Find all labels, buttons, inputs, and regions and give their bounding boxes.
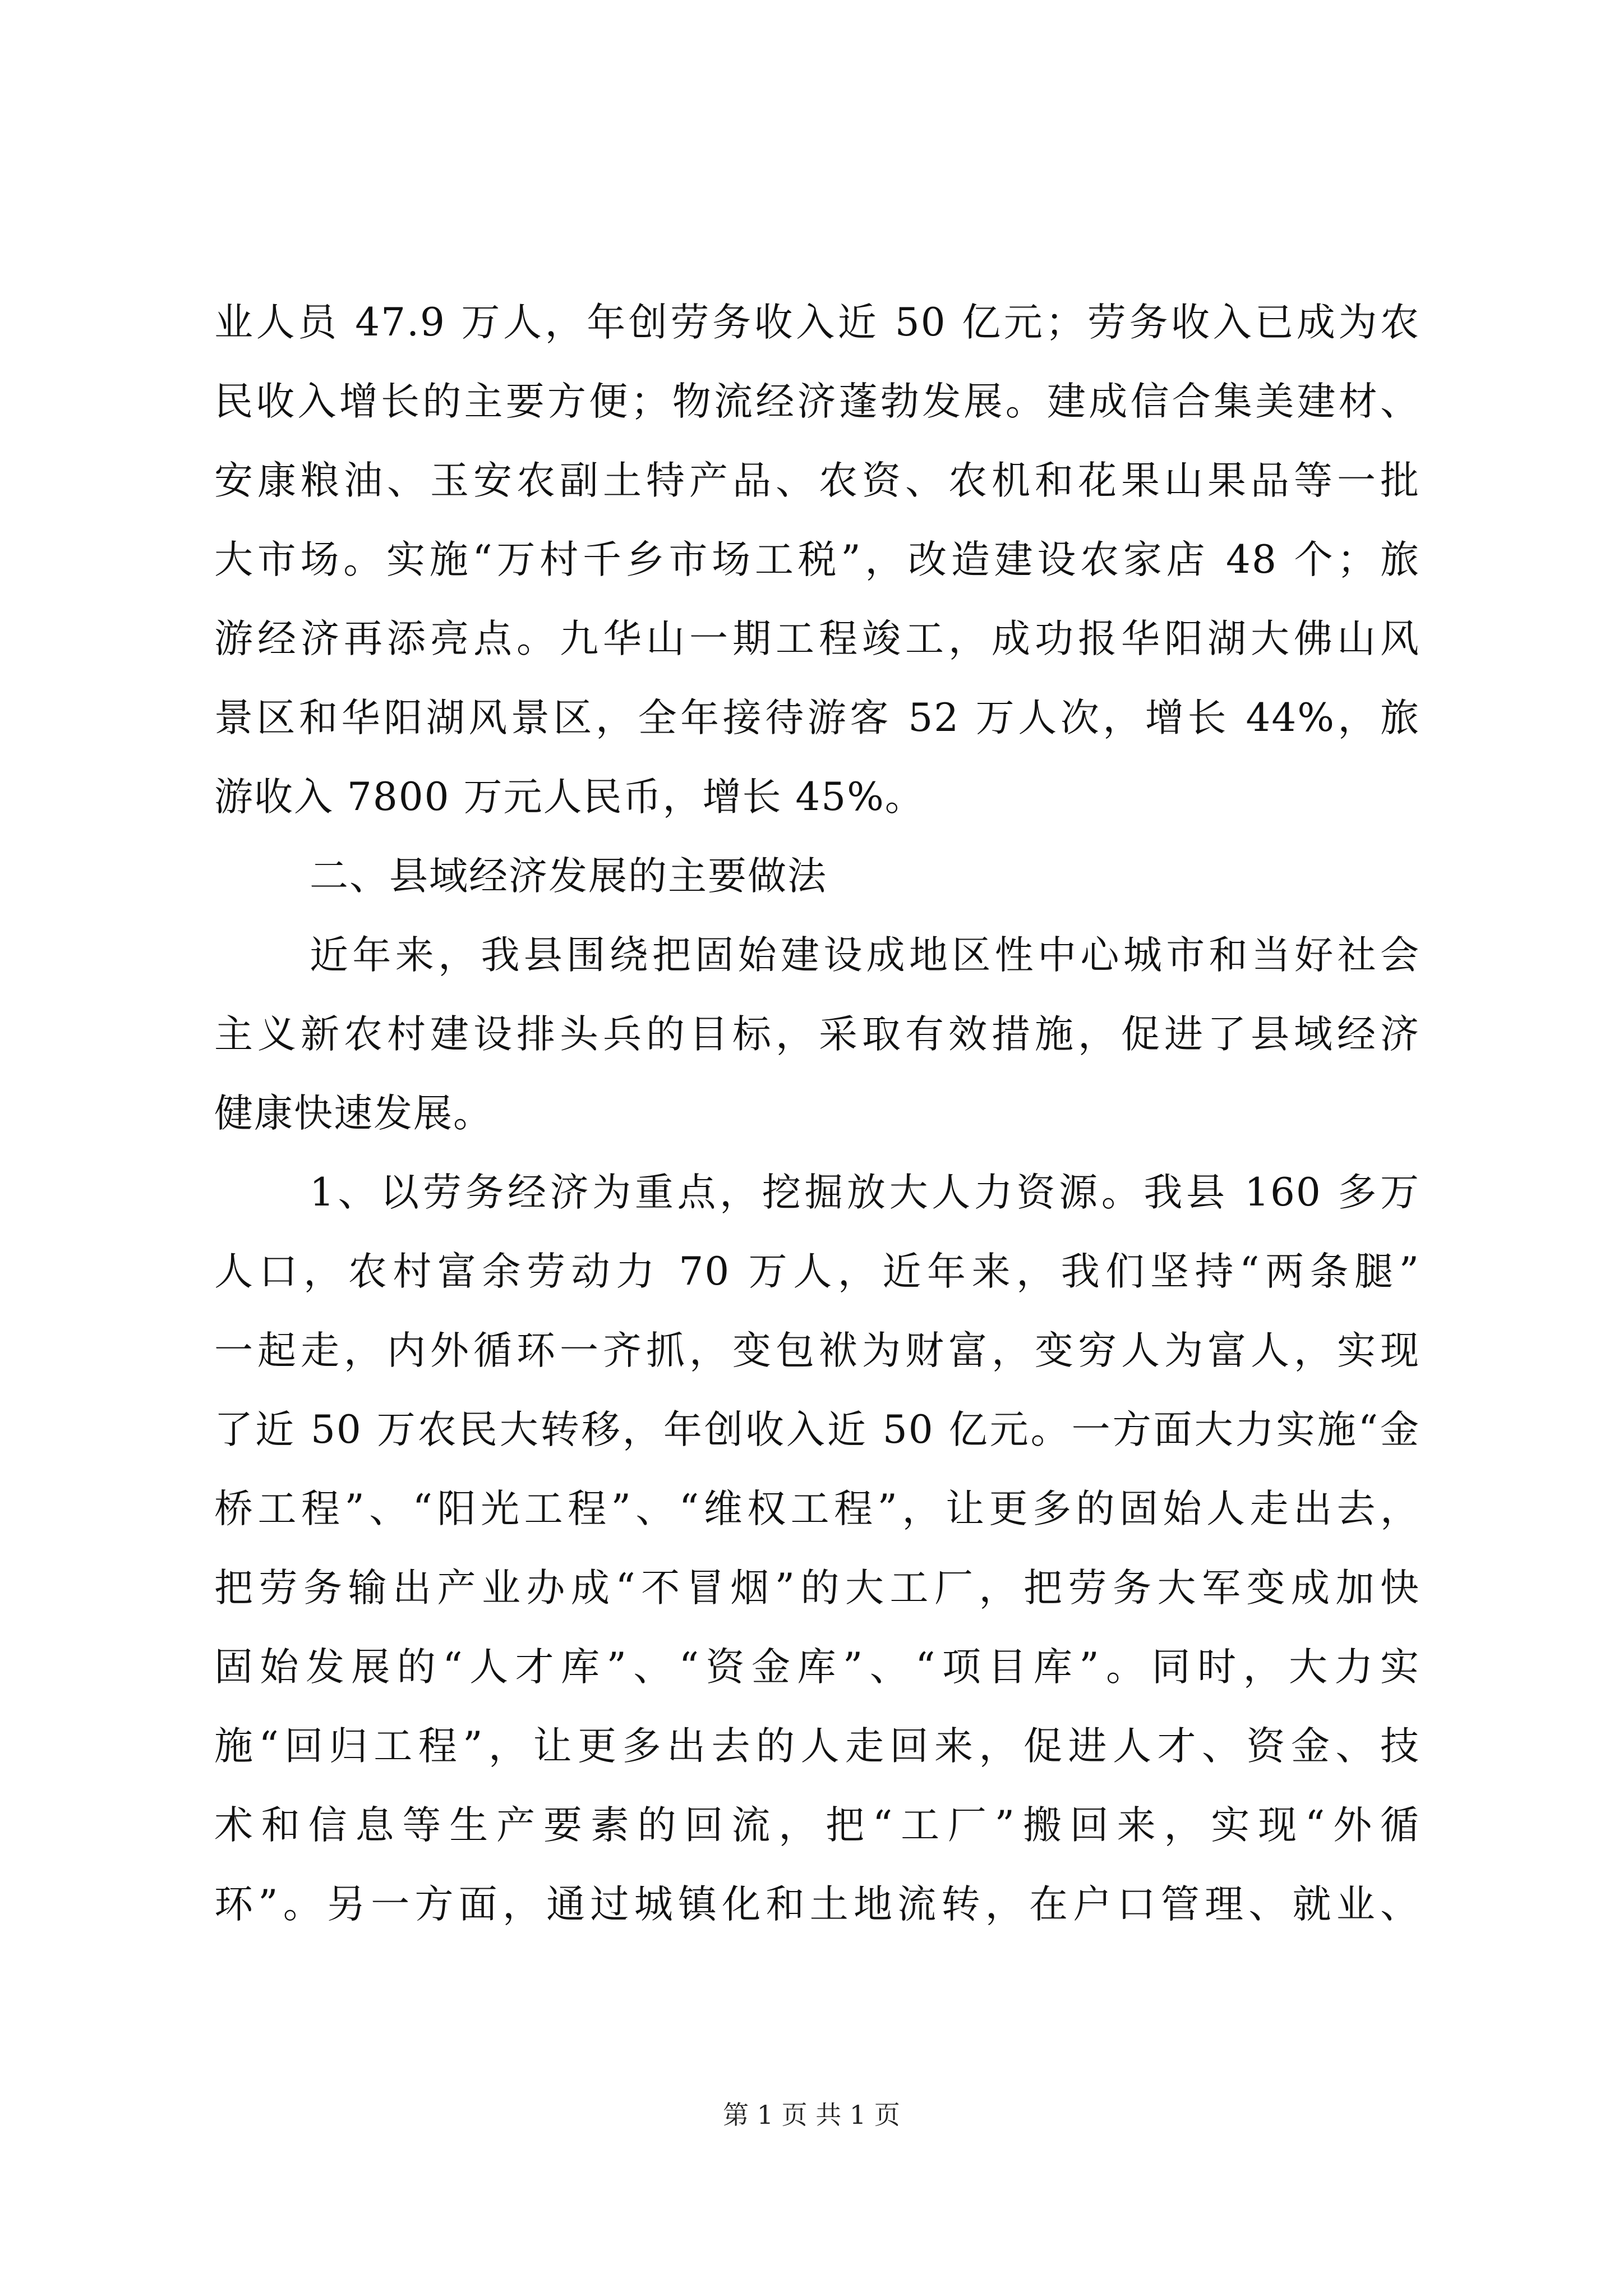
text-line: 桥工程”、“阳光工程”、“维权工程”，让更多的固始人走出去， (214, 1487, 1420, 1531)
text-line: 一起走，内外循环一齐抓，变包袱为财富，变穷人为富人，实现 (214, 1328, 1420, 1373)
text-line: 业人员 47.9 万人，年创劳务收入近 50 亿元；劳务收入已成为农 (214, 300, 1420, 345)
section-heading: 二、县域经济发展的主要做法 (310, 854, 827, 899)
text-line: 术和信息等生产要素的回流，把“工厂”搬回来，实现“外循 (214, 1803, 1420, 1848)
text-line: 大市场。实施“万村千乡市场工税”，改造建设农家店 48 个；旅 (214, 537, 1420, 582)
text-line: 民收入增长的主要方便；物流经济蓬勃发展。建成信合集美建材、 (214, 379, 1420, 424)
text-line: 施“回归工程”，让更多出去的人走回来，促进人才、资金、技 (214, 1724, 1420, 1769)
text-line: 把劳务输出产业办成“不冒烟”的大工厂，把劳务大军变成加快 (214, 1566, 1420, 1611)
text-line: 环”。另一方面，通过城镇化和土地流转，在户口管理、就业、 (214, 1882, 1420, 1927)
text-line: 游经济再添亮点。九华山一期工程竣工，成功报华阳湖大佛山风 (214, 616, 1420, 661)
text-line: 近年来，我县围绕把固始建设成地区性中心城市和当好社会 (310, 933, 1420, 978)
document-body (214, 283, 1420, 1944)
page-footer: 第 1 页 共 1 页 (723, 2100, 900, 2130)
text-line: 景区和华阳湖风景区，全年接待游客 52 万人次，增长 44%，旅 (214, 696, 1420, 740)
text-line: 游收入 7800 万元人民币，增长 45%。 (214, 775, 925, 820)
text-line: 固始发展的“人才库”、“资金库”、“项目库”。同时，大力实 (214, 1645, 1420, 1690)
text-line: 健康快速发展。 (214, 1091, 493, 1136)
text-line: 人口，农村富余劳动力 70 万人，近年来，我们坚持“两条腿” (214, 1249, 1420, 1294)
text-line: 了近 50 万农民大转移，年创收入近 50 亿元。一方面大力实施“金 (214, 1407, 1420, 1452)
text-line: 主义新农村建设排头兵的目标，采取有效措施，促进了县域经济 (214, 1012, 1420, 1057)
text-line: 1、以劳务经济为重点，挖掘放大人力资源。我县 160 多万 (310, 1170, 1420, 1215)
text-line: 安康粮油、玉安农副土特产品、农资、农机和花果山果品等一批 (214, 458, 1420, 503)
